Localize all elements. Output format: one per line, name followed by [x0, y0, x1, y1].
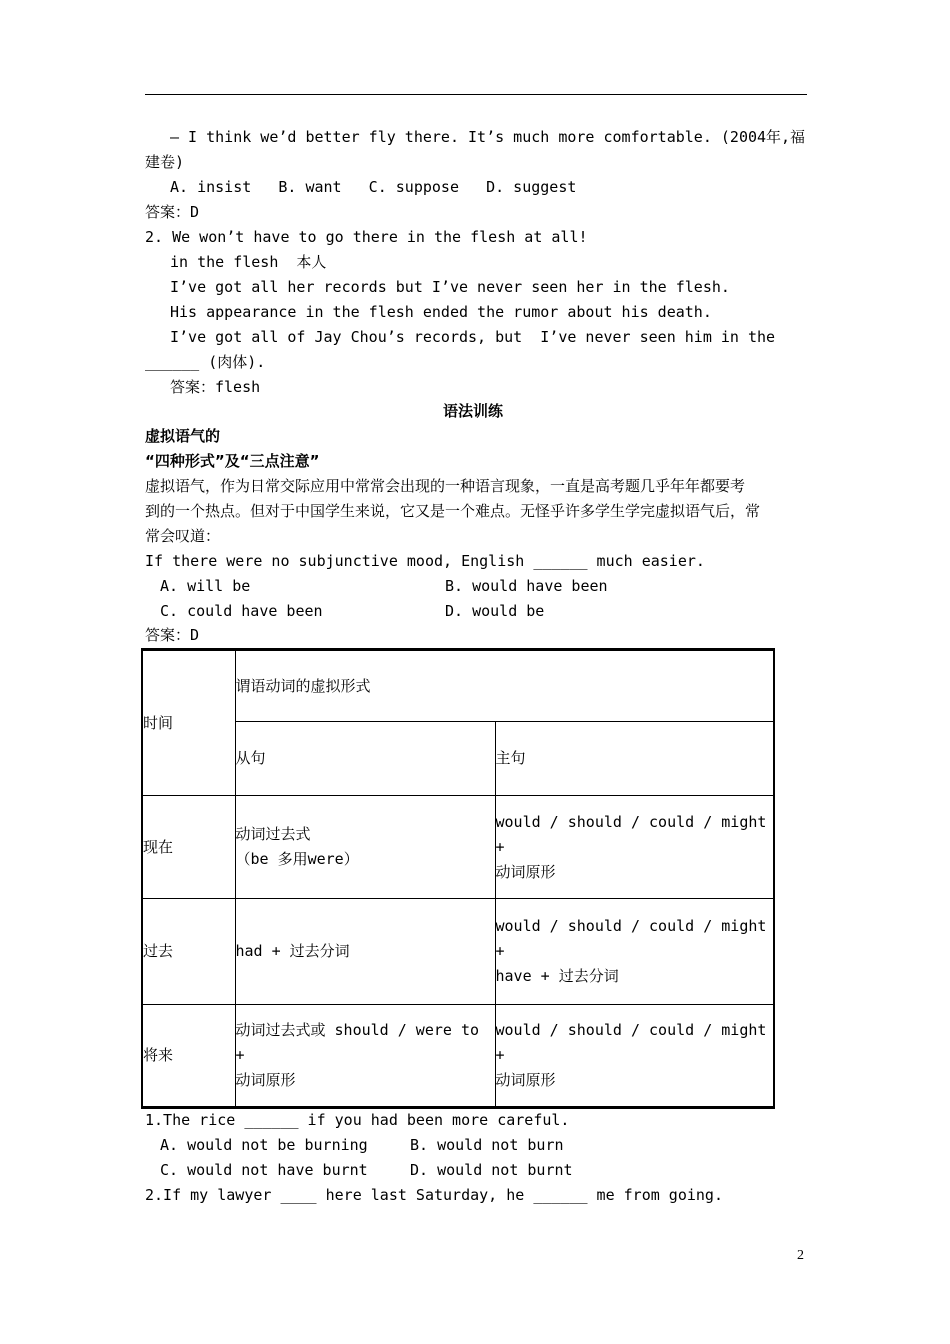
source-line: 建卷) — [145, 153, 185, 171]
subheading: 虚拟语气的 — [145, 427, 221, 445]
quiz-option: A. will be — [160, 577, 251, 595]
subheading: “四种形式”及“三点注意” — [145, 452, 320, 470]
clause-header: 从句 — [235, 722, 495, 796]
exercise-option: A. would not be burning — [160, 1136, 368, 1154]
clause-cell: 动词过去式或 should / were to + 动词原形 — [235, 1005, 495, 1108]
clause-cell: had + 过去分词 — [235, 899, 495, 1005]
table-row — [142, 899, 774, 1005]
main-cell: would / should / could / might + have + 过去分词 — [495, 899, 774, 1005]
options-line: A. insist B. want C. suppose D. suggest — [170, 178, 577, 196]
clause-cell: 动词过去式 （be 多用were） — [235, 796, 495, 899]
phrase-line: in the flesh 本人 — [170, 253, 327, 271]
subjunctive-table — [141, 648, 775, 1109]
table-row — [142, 1005, 774, 1108]
exercise-question: 1.The rice ______ if you had been more careful. — [145, 1111, 570, 1129]
exercise-question: 2.If my lawyer ____ here last Saturday, he ______ me from going. — [145, 1186, 723, 1204]
answer-line: 答案：D — [145, 203, 200, 221]
quiz-question: If there were no subjunctive mood, English ______ much easier. — [145, 552, 705, 570]
quiz-option: C. could have been — [160, 602, 323, 620]
example-line: His appearance in the flesh ended the rumor about his death. — [170, 303, 712, 321]
main-cell: would / should / could / might + 动词原形 — [495, 1005, 774, 1108]
answer-line: 答案：flesh — [170, 378, 261, 396]
exercise-option: B. would not burn — [410, 1136, 564, 1154]
exercise-line: I’ve got all of Jay Chou’s records, but I’ve never seen him in the — [170, 328, 776, 346]
main-cell: would / should / could / might + 动词原形 — [495, 796, 774, 899]
quiz-option: D. would be — [445, 602, 545, 620]
paragraph-line: 到的一个热点。但对于中国学生来说，它又是一个难点。无怪乎许多学生学完虚拟语气后，常 — [145, 502, 761, 520]
time-cell: 过去 — [142, 899, 235, 1005]
exercise-blank: ______ (肉体). — [145, 353, 266, 371]
quiz-option: B. would have been — [445, 577, 608, 595]
exercise-option: D. would not burnt — [410, 1161, 573, 1179]
paragraph-line: 常会叹道： — [145, 527, 221, 545]
exercise-option: C. would not have burnt — [160, 1161, 368, 1179]
page-number: 2 — [797, 1248, 804, 1263]
header-rule — [145, 94, 807, 95]
answer-line: 答案：D — [145, 626, 200, 644]
time-cell: 将来 — [142, 1005, 235, 1108]
question-2: 2. We won’t have to go there in the flesh at all! — [145, 228, 588, 246]
time-header: 时间 — [142, 650, 235, 796]
table-row — [142, 796, 774, 899]
main-header: 主句 — [495, 722, 774, 796]
paragraph-line: 虚拟语气，作为日常交际应用中常常会出现的一种语言现象，一直是高考题几乎年年都要考 — [145, 477, 746, 495]
dialog-line: — I think we’d better fly there. It’s much more comfortable. (2004年,福 — [170, 128, 806, 146]
form-header: 谓语动词的虚拟形式 — [235, 650, 774, 722]
example-line: I’ve got all her records but I’ve never seen her in the flesh. — [170, 278, 730, 296]
time-cell: 现在 — [142, 796, 235, 899]
section-heading: 语法训练 — [443, 402, 504, 420]
